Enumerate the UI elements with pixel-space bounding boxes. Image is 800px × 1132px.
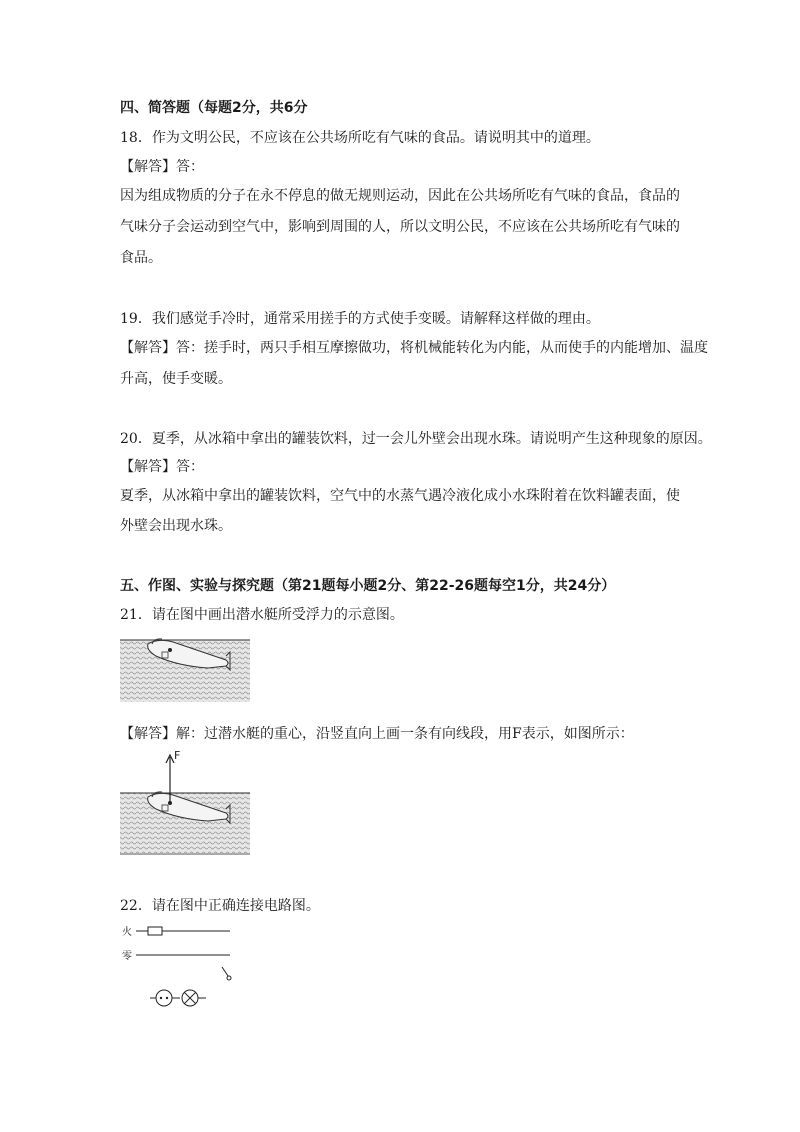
q19-answer-line-1: 【解答】答：搓手时，两只手相互摩擦做功，将机械能转化为内能，从而使手的内能增加、温度 (120, 340, 708, 356)
q18-answer-line-2: 气味分子会运动到空气中，影响到周围的人，所以文明公民，不应该在公共场所吃有气味的 (120, 219, 680, 235)
socket-icon (150, 990, 180, 1006)
force-label: F (174, 749, 181, 762)
q22-circuit-figure (118, 922, 240, 1014)
q22-question: 22．请在图中正确连接电路图。 (120, 898, 320, 914)
q21-answer: 【解答】解：过潜水艇的重心，沿竖直向上画一条有向线段，用F表示，如图所示： (120, 726, 634, 742)
q18-question: 18．作为文明公民，不应该在公共场所吃有气味的食品。请说明其中的道理。 (120, 130, 600, 146)
lamp-icon (182, 990, 206, 1006)
q21-question: 21．请在图中画出潜水艇所受浮力的示意图。 (120, 607, 404, 623)
q18-answer-line-1: 因为组成物质的分子在永不停息的做无规则运动，因此在公共场所吃有气味的食品，食品的 (120, 188, 680, 204)
fuse (148, 927, 162, 935)
q21-answer-figure (118, 745, 252, 857)
section5-heading: 五、作图、实验与探究题（第21题每小题2分、第22-26题每空1分，共24分） (120, 578, 616, 594)
section4-heading: 四、简答题（每题2分，共6分 (120, 100, 308, 116)
live-wire-label: 火 (122, 927, 132, 938)
switch-icon (222, 967, 231, 980)
q20-answer-line-2: 外壁会出现水珠。 (120, 518, 232, 534)
q19-question: 19．我们感觉手冷时，通常采用搓手的方式使手变暖。请解释这样做的理由。 (120, 311, 600, 327)
q20-answer-label: 【解答】答： (120, 459, 204, 475)
q20-question: 20．夏季，从冰箱中拿出的罐装饮料，过一会儿外壁会出现水珠。请说明产生这种现象的原因。 (120, 431, 712, 447)
neutral-wire-label: 零 (122, 951, 132, 962)
q20-answer-line-1: 夏季，从冰箱中拿出的罐装饮料，空气中的水蒸气遇冷液化成小水珠附着在饮料罐表面，使 (120, 488, 680, 504)
q19-answer-line-2: 升高，使手变暖。 (120, 371, 232, 387)
q18-answer-label: 【解答】答： (120, 159, 204, 175)
q18-answer-line-3: 食品。 (120, 250, 162, 266)
q21-submarine-figure (118, 630, 252, 702)
